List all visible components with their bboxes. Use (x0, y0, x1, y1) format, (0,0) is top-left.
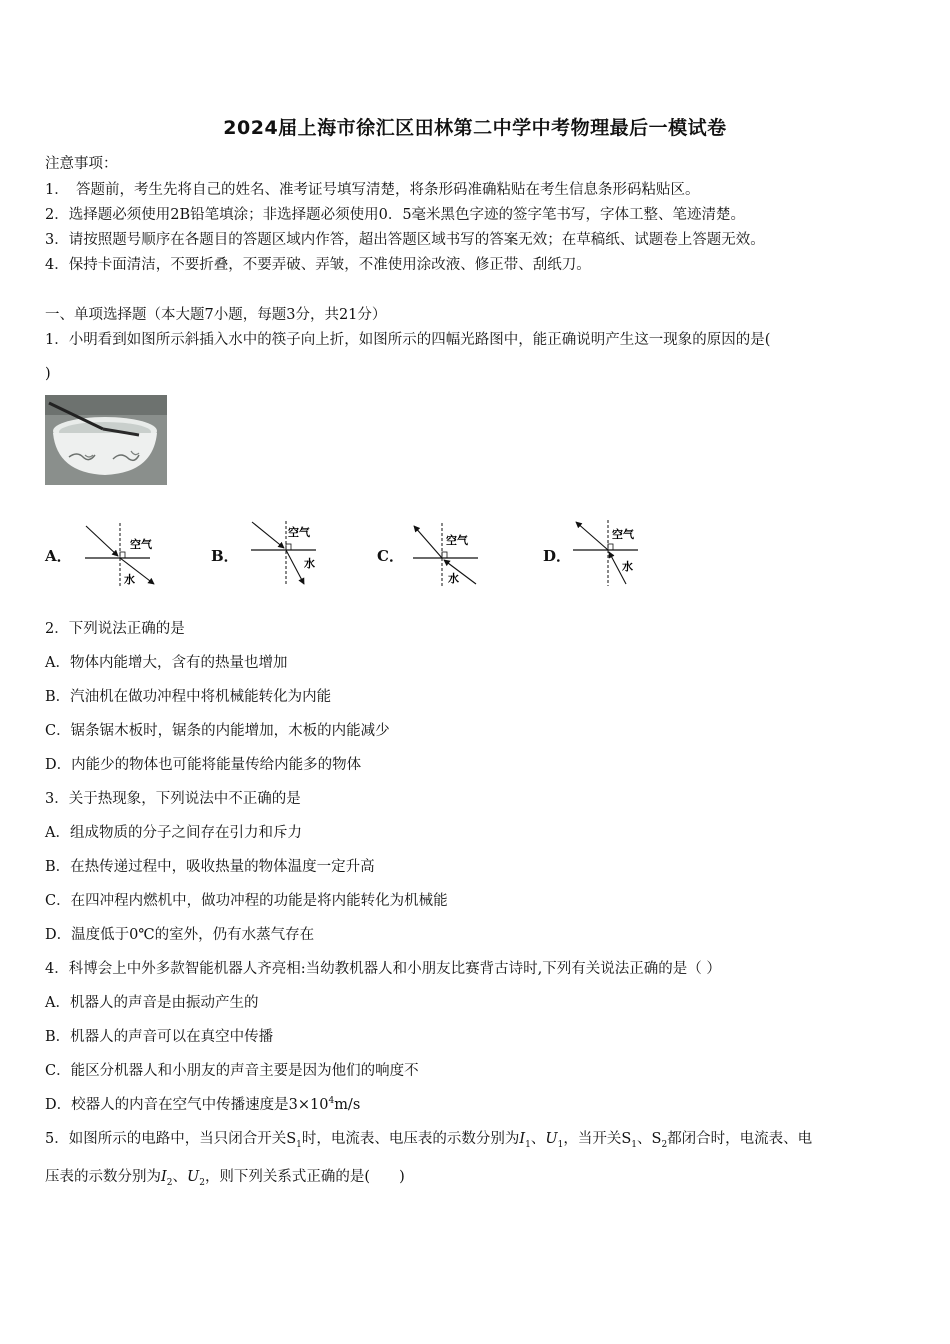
notice-item: 2．选择题必须使用2B铅笔填涂；非选择题必须使用0．5毫米黑色字迹的签字笔书写，字体工整、笔迹清楚。 (45, 207, 746, 223)
q1-stem: 1．小明看到如图所示斜插入水中的筷子向上折，如图所示的四幅光路图中，能正确说明产生这一现象的原因的是( (45, 332, 771, 348)
q4-option: C．能区分机器人和小朋友的声音主要是因为他们的响度不 (45, 1063, 419, 1079)
q1-stem-end: ) (45, 366, 51, 382)
notice-item: 4．保持卡面清洁，不要折叠，不要弄破、弄皱，不准使用涂改液、修正带、刮纸刀。 (45, 257, 591, 273)
water-label: 水 (622, 560, 633, 573)
q1-diagram-d (570, 518, 645, 588)
q1-option-a-label: A． (45, 547, 72, 565)
q3-option: B．在热传递过程中，吸收热量的物体温度一定升高 (45, 859, 375, 875)
q1-option-c-label: C． (377, 547, 404, 565)
q4-option: A．机器人的声音是由振动产生的 (45, 995, 259, 1011)
air-label: 空气 (130, 538, 152, 551)
notice-item: 3．请按照题号顺序在各题目的答题区域内作答，超出答题区域书写的答案无效；在草稿纸、试题卷上答题无效。 (45, 232, 765, 248)
water-label: 水 (124, 573, 135, 586)
section-heading: 一、单项选择题（本大题7小题，每题3分，共21分） (45, 307, 387, 323)
q1-option-b-label: B． (211, 547, 239, 565)
q5-stem-line2: 压表的示数分别为$I_2$、$U_2$，则下列关系式正确的是( ) (45, 1169, 405, 1188)
q1-diagram-b (248, 520, 323, 588)
q3-option: A．组成物质的分子之间存在引力和斥力 (45, 825, 302, 841)
q4-option-d: D．校器人的内音在空气中传播速度是$3\times 10^4m/s$ (45, 1096, 361, 1113)
q4-option: B．机器人的声音可以在真空中传播 (45, 1029, 274, 1045)
notice-item: 1． 答题前，考生先将自己的姓名、准考证号填写清楚，将条形码准确粘贴在考生信息条形码粘贴区。 (45, 182, 700, 198)
q1-option-d-label: D． (543, 547, 572, 565)
q2-option: D．内能少的物体也可能将能量传给内能多的物体 (45, 757, 362, 773)
air-label: 空气 (446, 534, 468, 547)
air-label: 空气 (288, 526, 310, 539)
q5-stem-line1: 5．如图所示的电路中，当只闭合开关$S_1$时，电流表、电压表的示数分别为$I_1$、$U_1$，当开关$S_1$、$S_2$都闭合时，电流表、电 (45, 1131, 813, 1150)
q3-option: C．在四冲程内燃机中，做功冲程的功能是将内能转化为机械能 (45, 893, 448, 909)
chopstick-bowl-photo (45, 395, 167, 485)
water-label: 水 (448, 572, 459, 585)
q2-stem: 2．下列说法正确的是 (45, 621, 185, 637)
water-label: 水 (304, 557, 315, 570)
q1-diagram-c (410, 520, 485, 588)
q2-option: C．锯条锯木板时，锯条的内能增加，木板的内能减少 (45, 723, 390, 739)
q3-stem: 3．关于热现象，下列说法中不正确的是 (45, 791, 301, 807)
air-label: 空气 (612, 528, 634, 541)
q1-diagram-a (82, 520, 157, 588)
notice-heading: 注意事项： (45, 156, 118, 172)
q3-option: D．温度低于0℃的室外，仍有水蒸气存在 (45, 927, 315, 943)
q4-stem: 4．科博会上中外多款智能机器人齐亮相:当幼教机器人和小朋友比赛背古诗时,下列有关说法正确的是（ ） (45, 961, 721, 977)
page-title: 2024届上海市徐汇区田林第二中学中考物理最后一模试卷 (223, 117, 727, 139)
q2-option: B．汽油机在做功冲程中将机械能转化为内能 (45, 689, 332, 705)
q2-option: A．物体内能增大，含有的热量也增加 (45, 655, 288, 671)
